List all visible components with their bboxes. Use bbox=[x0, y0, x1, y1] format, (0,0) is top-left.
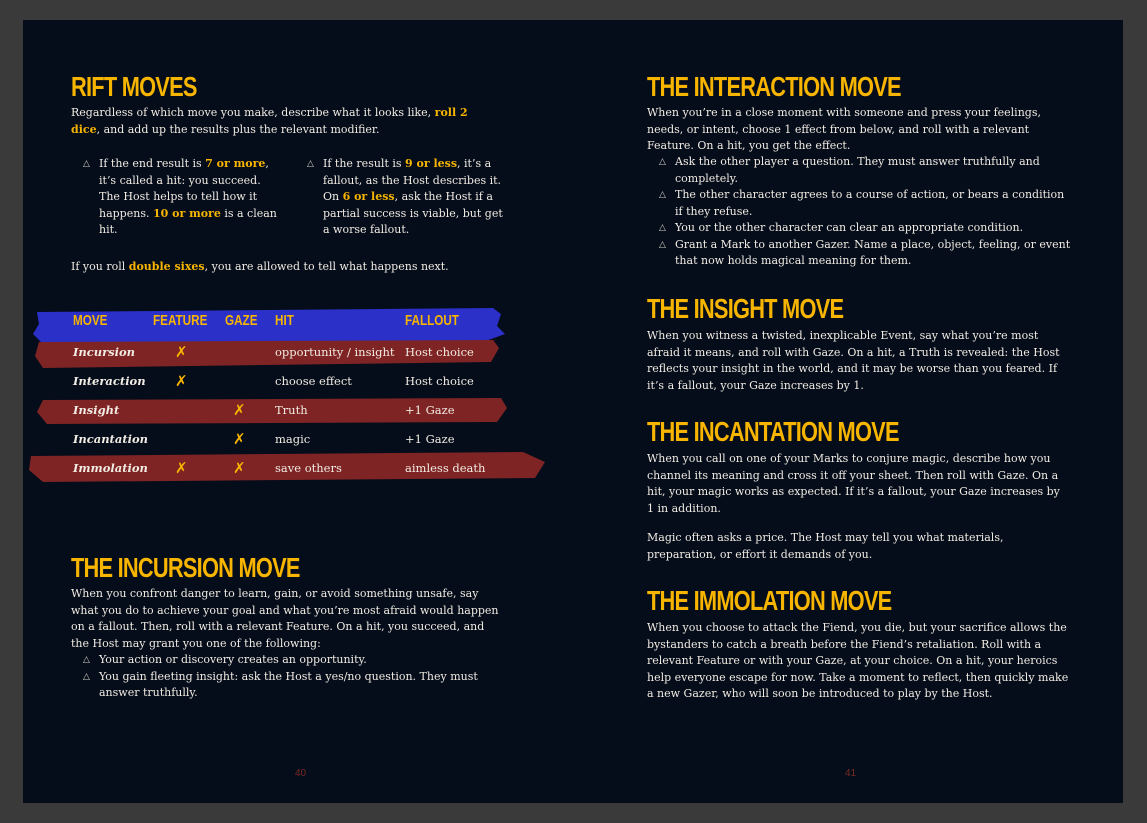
triangle-bullet-icon: △ bbox=[83, 159, 90, 169]
immolation-move-title: THE IMMOLATION MOVE bbox=[647, 585, 892, 616]
fallout-result: +1 Gaze bbox=[405, 432, 455, 446]
table-row bbox=[23, 398, 573, 426]
fallout-result: +1 Gaze bbox=[405, 403, 455, 417]
triangle-bullet-icon: △ bbox=[83, 655, 90, 665]
list-item: △ You gain fleeting insight: ask the Host a yes/no question. They must answer truthfully. bbox=[83, 669, 478, 699]
incantation-move-title: THE INCANTATION MOVE bbox=[647, 416, 899, 447]
rift-moves-intro: Regardless of which move you make, describe what it looks like, roll 2 dice, and add up the results plus the relevant modifier. bbox=[71, 106, 468, 136]
table-row bbox=[23, 456, 573, 484]
header-hit: HIT bbox=[275, 312, 294, 329]
triangle-bullet-icon: △ bbox=[659, 223, 666, 233]
triangle-bullet-icon: △ bbox=[659, 239, 666, 250]
hit-rule-list bbox=[79, 156, 279, 239]
left-page bbox=[23, 20, 573, 803]
interaction-move-body: When you’re in a close moment with someone and press your feelings, needs, or intent, choose 1 effect from below, and roll with a relevant Feature. On a hit, you get the effect. bbox=[647, 106, 1041, 152]
page-number-left: 40 bbox=[295, 768, 307, 779]
incantation-move-note: Magic often asks a price. The Host may tell you what materials, preparation, or effort it demands of you. bbox=[647, 531, 1004, 561]
interaction-effects-list bbox=[655, 154, 1075, 270]
move-name: Incantation bbox=[73, 432, 149, 446]
cross-mark-icon: ✗ bbox=[233, 401, 246, 419]
fallout-result: Host choice bbox=[405, 345, 474, 359]
fallout-result: aimless death bbox=[405, 461, 486, 475]
header-fallout: FALLOUT bbox=[405, 312, 459, 329]
list-item: △ Your action or discovery creates an opportunity. bbox=[79, 652, 499, 669]
move-name: Incursion bbox=[73, 345, 136, 359]
book-spread bbox=[23, 20, 1123, 803]
rift-moves-title: RIFT MOVES bbox=[71, 71, 197, 102]
header-move: MOVE bbox=[73, 312, 108, 329]
hit-result: magic bbox=[275, 432, 311, 446]
table-row bbox=[23, 369, 573, 397]
hit-rule-item: △ If the end result is 7 or more, it’s called a hit: you succeed. The Host helps to tell how it happens. 10 or more is a clean hit. bbox=[83, 157, 277, 236]
moves-table bbox=[23, 304, 573, 494]
table-row bbox=[23, 427, 573, 455]
list-item: △ You or the other character can clear an appropriate condition. bbox=[655, 220, 1075, 237]
interaction-move-title: THE INTERACTION MOVE bbox=[647, 71, 901, 102]
page-number-right: 41 bbox=[845, 768, 857, 779]
cross-mark-icon: ✗ bbox=[175, 343, 188, 361]
insight-move-body: When you witness a twisted, inexplicable Event, say what you’re most afraid it means, and roll with Gaze. On a hit, a Truth is revealed: the Host reflects your insight in the world, and it may be worse than you feared. If it’s a fallout, your Gaze increases by 1. bbox=[647, 329, 1060, 392]
triangle-bullet-icon: △ bbox=[659, 190, 666, 200]
incursion-options-list bbox=[79, 652, 499, 702]
hit-result: choose effect bbox=[275, 374, 352, 388]
incantation-move-body: When you call on one of your Marks to conjure magic, describe how you channel its meaning and cross it off your sheet. Then roll with Gaze. On a hit, your magic works as expected. If it’s a fallout, your Gaze increases by 1 in addition. bbox=[647, 452, 1060, 515]
double-sixes-rule: If you roll double sixes, you are allowed to tell what happens next. bbox=[71, 260, 449, 273]
hit-result: save others bbox=[275, 461, 342, 475]
header-feature: FEATURE bbox=[153, 312, 208, 329]
fallout-rule-list bbox=[303, 156, 503, 239]
list-item: △ The other character agrees to a course of action, or bears a condition if they refuse. bbox=[659, 188, 1065, 218]
fallout-rule-item: △ If the result is 9 or less, it’s a fallout, as the Host describes it. On 6 or less, ask the Host if a partial success is viable, but get a worse fallout. bbox=[307, 157, 503, 236]
hit-result: opportunity / insight bbox=[275, 345, 395, 359]
move-name: Immolation bbox=[73, 461, 148, 475]
list-item: △ Grant a Mark to another Gazer. Name a place, object, feeling, or event that now holds magical meaning for them. bbox=[659, 237, 1071, 267]
right-page bbox=[573, 20, 1123, 803]
table-row bbox=[23, 340, 573, 368]
list-item: △ Ask the other player a question. They must answer truthfully and completely. bbox=[659, 155, 1040, 185]
header-gaze: GAZE bbox=[225, 312, 258, 329]
triangle-bullet-icon: △ bbox=[307, 159, 314, 169]
immolation-move-body: When you choose to attack the Fiend, you die, but your sacrifice allows the bystanders to catch a breath before the Fiend’s retaliation. Roll with a relevant Feature or with your Gaze, at your choice. On a hit, your heroics help everyone escape for now. Take a moment to reflect, then quickly make a new Gazer, who will soon be introduced to play by the Host. bbox=[647, 621, 1069, 700]
triangle-bullet-icon: △ bbox=[659, 157, 666, 167]
cross-mark-icon: ✗ bbox=[233, 459, 246, 477]
cross-mark-icon: ✗ bbox=[175, 459, 188, 477]
move-name: Interaction bbox=[73, 374, 146, 388]
incursion-move-title: THE INCURSION MOVE bbox=[71, 552, 300, 583]
incursion-move-body: When you confront danger to learn, gain, or avoid something unsafe, say what you do to achieve your goal and what you’re most afraid would happen on a fallout. Then, roll with a relevant Feature. On a hit, you succeed, and the Host may grant you one of the following: bbox=[71, 587, 499, 650]
move-name: Insight bbox=[73, 403, 120, 417]
cross-mark-icon: ✗ bbox=[175, 372, 188, 390]
cross-mark-icon: ✗ bbox=[233, 430, 246, 448]
insight-move-title: THE INSIGHT MOVE bbox=[647, 293, 844, 324]
triangle-bullet-icon: △ bbox=[83, 671, 90, 682]
hit-result: Truth bbox=[275, 403, 308, 417]
fallout-result: Host choice bbox=[405, 374, 474, 388]
